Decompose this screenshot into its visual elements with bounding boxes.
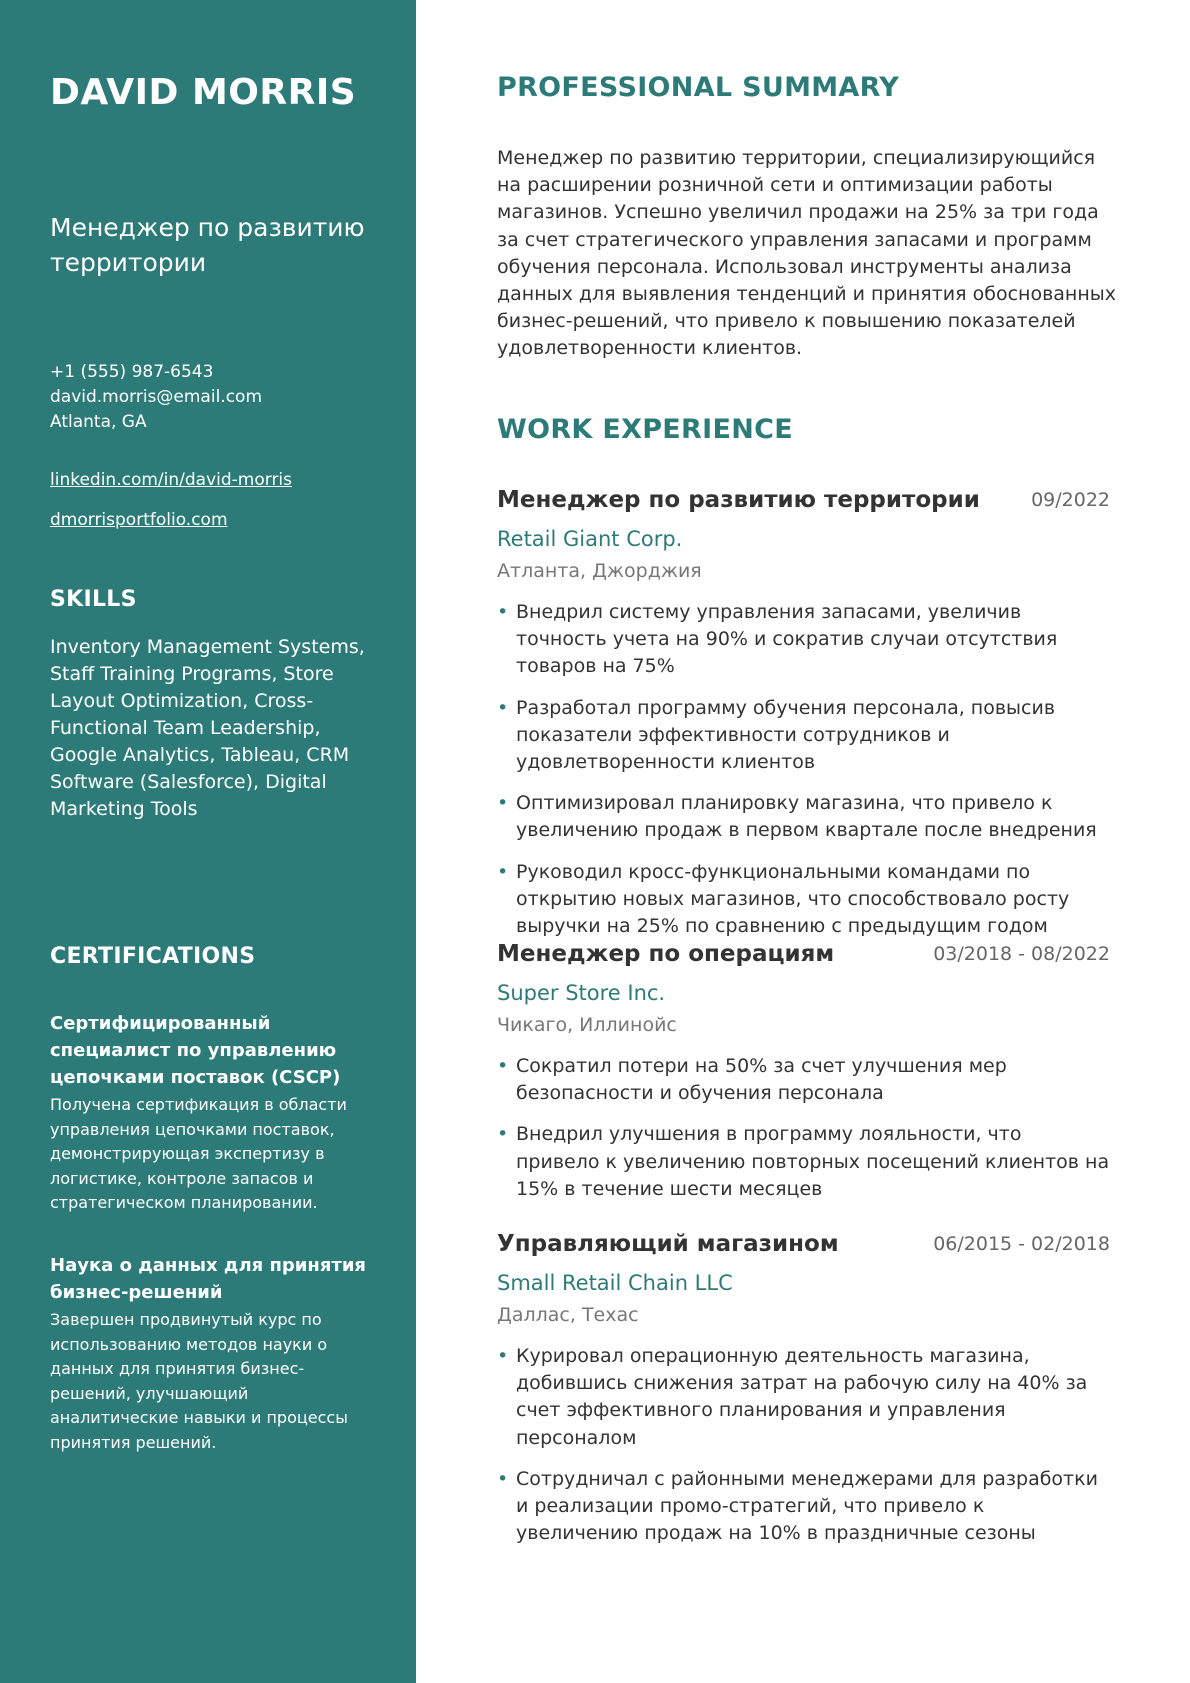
bullet-icon: • <box>497 1467 509 1490</box>
list-item: • Внедрил улучшения в программу лояльности, что привело к увеличению повторных посещений клиентов на 15% в течение шести месяцев <box>497 1123 1110 1200</box>
certification-item <box>50 1010 380 1216</box>
certification-item <box>50 1252 380 1455</box>
linkedin-link[interactable]: linkedin.com/in/david-morris <box>50 470 293 490</box>
achievement-list <box>497 1343 1110 1547</box>
company-name: Retail Giant Corp. <box>497 527 683 551</box>
bullet-icon: • <box>497 1345 509 1367</box>
email: david.morris@email.com <box>50 387 263 407</box>
location: Atlanta, GA <box>50 412 147 432</box>
certifications-heading: CERTIFICATIONS <box>50 944 256 969</box>
candidate-name: DAVID MORRIS <box>50 72 357 113</box>
certification-description: Завершен продвинутый курс по использованию методов науки о данных для принятия бизнес-решений, улучшающий аналитические навыки и процессы принятия решений. <box>50 1310 348 1452</box>
list-item: • Сократил потери на 50% за счет улучшения мер безопасности и обучения персонала <box>497 1055 1007 1105</box>
bullet-icon: • <box>497 792 509 815</box>
certification-description: Получена сертификация в области управления цепочками поставок, демонстрирующая экспертизу в логистике, контроле запасов и стратегическом планировании. <box>50 1095 347 1212</box>
bullet-icon: • <box>497 860 509 883</box>
job-location: Чикаго, Иллинойс <box>497 1014 677 1036</box>
list-item: • Разработал программу обучения персонала, повысив показатели эффективности сотрудников и удовлетворенности клиентов <box>497 696 1056 774</box>
job-entry <box>497 1231 1110 1561</box>
job-date: 03/2018 - 08/2022 <box>933 943 1110 965</box>
list-item: • Курировал операционную деятельность магазина, добившись снижения затрат на рабочую силу на 40% за счет эффективного планирования и управления персоналом <box>497 1345 1088 1449</box>
certification-title: Наука о данных для принятия бизнес-решений <box>50 1255 366 1303</box>
candidate-role: Менеджер по развитию территории <box>50 213 365 277</box>
list-item: • Внедрил систему управления запасами, увеличив точность учета на 90% и сократив случаи отсутствия товаров на 75% <box>497 601 1058 678</box>
sidebar <box>0 0 416 1683</box>
job-location: Атланта, Джорджия <box>497 560 702 582</box>
list-item: • Оптимизировал планировку магазина, что привело к увеличению продаж в первом квартале после внедрения <box>497 792 1097 842</box>
achievement-list <box>497 1053 1110 1203</box>
job-date: 06/2015 - 02/2018 <box>933 1233 1110 1255</box>
portfolio-link[interactable]: dmorrisportfolio.com <box>50 510 228 530</box>
skills-heading: SKILLS <box>50 587 137 612</box>
company-name: Small Retail Chain LLC <box>497 1271 733 1295</box>
job-location: Даллас, Техас <box>497 1304 639 1326</box>
contact-block <box>50 360 262 435</box>
bullet-icon: • <box>497 1123 509 1146</box>
list-item: • Сотрудничал с районными менеджерами для разработки и реализации промо-стратегий, что привело к увеличению продаж на 10% в праздничные сезоны <box>497 1467 1098 1545</box>
list-item: • Руководил кросс-функциональными командами по открытию новых магазинов, что способствовало росту выручки на 25% по сравнению с предыдущим годом <box>497 860 1070 938</box>
summary-heading: PROFESSIONAL SUMMARY <box>497 72 900 103</box>
bullet-icon: • <box>497 1055 509 1077</box>
job-entry <box>497 487 1110 954</box>
skills-text: Inventory Management Systems, Staff Training Programs, Store Layout Optimization, Cross-Functional Team Leadership, Google Analytics, Tableau, CRM Software (Salesforce), Digital Marketing Tools <box>50 636 365 820</box>
summary-text: Менеджер по развитию территории, специализирующийся на расширении розничной сети и оптимизации работы магазинов. Успешно увеличил продажи на 25% за три года за счет стратегического управления запасами и программ обучения персонала. Использовал инструменты анализа данных для выявления тенденций и принятия обоснованных бизнес-решений, что привело к повышению показателей удовлетворенности клиентов. <box>497 147 1117 360</box>
job-title: Менеджер по операциям <box>497 941 835 967</box>
main-content <box>416 0 1190 1683</box>
achievement-list <box>497 599 1110 940</box>
company-name: Super Store Inc. <box>497 981 666 1005</box>
experience-heading: WORK EXPERIENCE <box>497 414 793 445</box>
job-date: 09/2022 <box>1031 489 1110 511</box>
job-title: Менеджер по развитию территории <box>497 487 980 513</box>
job-title: Управляющий магазином <box>497 1231 839 1257</box>
bullet-icon: • <box>497 696 509 719</box>
bullet-icon: • <box>497 601 509 623</box>
phone: +1 (555) 987-6543 <box>50 362 214 382</box>
certification-title: Сертифицированный специалист по управлению цепочками поставок (CSCP) <box>50 1013 341 1088</box>
job-entry <box>497 941 1110 1217</box>
